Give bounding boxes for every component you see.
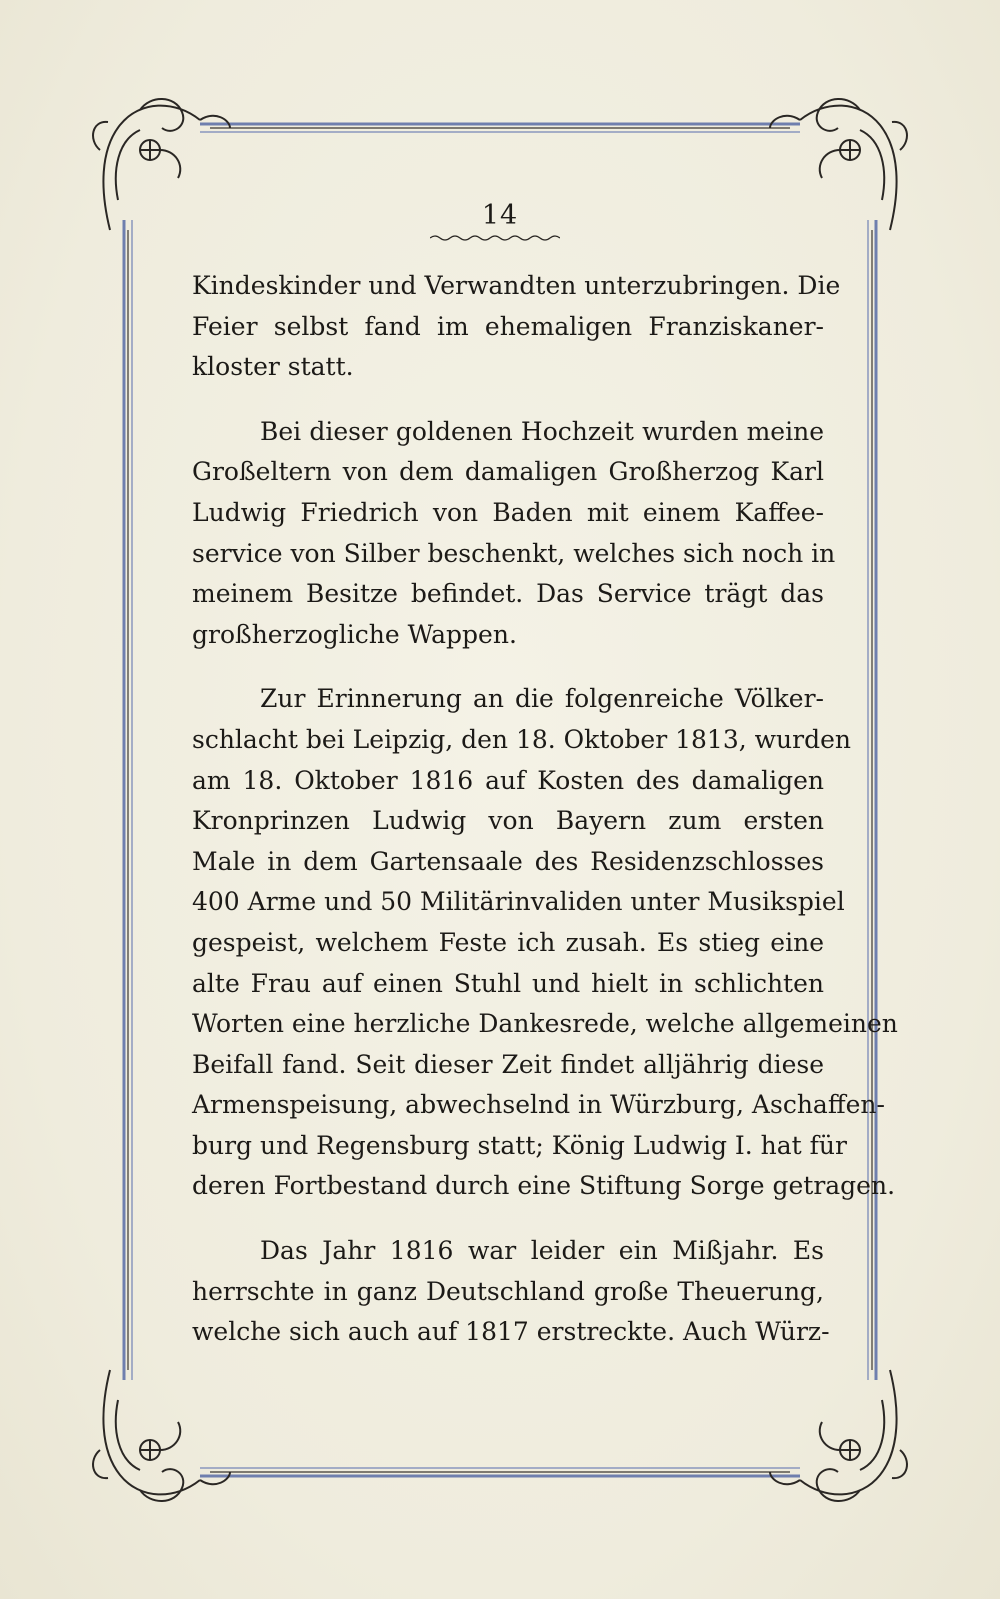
text-line: burg und Regensburg statt; König Ludwig I. hat für: [192, 1130, 847, 1160]
text-line: Worten eine herzliche Dankesrede, welche allgemeinen: [192, 1009, 898, 1039]
text-line: großherzogliche Wappen.: [192, 619, 517, 649]
text-line: Kindeskinder und Verwandten unterzubringen. Die: [192, 271, 841, 300]
paragraph-2: [192, 412, 836, 656]
text-line: Großeltern von dem damaligen Großherzog Karl: [192, 457, 824, 487]
page-number: 14: [481, 200, 519, 231]
text-line: am 18. Oktober 1816 auf Kosten des damaligen: [192, 765, 824, 795]
paragraph-1: [192, 266, 841, 388]
text-line: herrschte in ganz Deutschland große Theuerung,: [192, 1276, 824, 1306]
corner-ornament-bottom-right-icon: [770, 1370, 907, 1501]
text-line: schlacht bei Leipzig, den 18. Oktober 1813, wurden: [192, 724, 851, 754]
text-line: Zur Erinnerung an die folgenreiche Völker-: [260, 684, 824, 714]
text-line: Armenspeisung, abwechselnd in Würzburg, Aschaffen-: [192, 1090, 885, 1120]
text-line: alte Frau auf einen Stuhl und hielt in schlichten: [192, 968, 824, 998]
text-line: Ludwig Friedrich von Baden mit einem Kaffee-: [192, 497, 824, 527]
text-line: Das Jahr 1816 war leider ein Mißjahr. Es: [260, 1236, 824, 1266]
text-line: deren Fortbestand durch eine Stiftung Sorge getragen.: [192, 1171, 896, 1201]
paragraph-4: [192, 1231, 830, 1353]
text-line: gespeist, welchem Feste ich zusah. Es stieg eine: [192, 927, 824, 957]
text-line: 400 Arme und 50 Militärinvaliden unter Musikspiel: [192, 887, 845, 917]
text-line: Feier selbst fand im ehemaligen Franziskaner-: [192, 311, 824, 341]
text-line: kloster statt.: [192, 352, 354, 382]
corner-ornament-bottom-left-icon: [93, 1370, 230, 1501]
body-text: [192, 266, 898, 1353]
text-line: welche sich auch auf 1817 erstreckte. Auch Würz-: [192, 1317, 830, 1347]
text-line: Male in dem Gartensaale des Residenzschlosses: [192, 846, 824, 876]
text-line: meinem Besitze befindet. Das Service trägt das: [192, 579, 824, 609]
text-line: Beifall fand. Seit dieser Zeit findet alljährig diese: [192, 1049, 824, 1079]
text-line: service von Silber beschenkt, welches sich noch in: [192, 538, 836, 568]
text-line: Bei dieser goldenen Hochzeit wurden meine: [260, 416, 824, 446]
wavy-rule-icon: [430, 234, 560, 242]
text-line: Kronprinzen Ludwig von Bayern zum ersten: [192, 806, 824, 836]
paragraph-3: [192, 679, 898, 1207]
